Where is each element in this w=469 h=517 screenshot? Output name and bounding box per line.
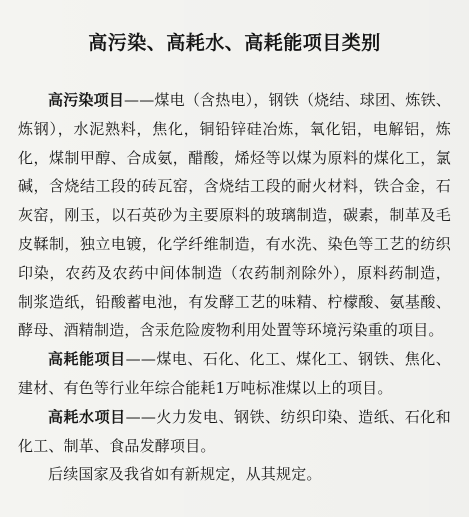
- section-term: 高耗能项目: [48, 350, 126, 369]
- section-text: ——煤电、石化、化工、煤化工、钢铁、焦化、建材、有色等行业年综合能耗1万吨标准煤以上的项目。: [18, 350, 451, 397]
- document-title: 高污染、高耗水、高耗能项目类别: [88, 32, 381, 54]
- closing-note: 后续国家及我省如有新规定，从其规定。: [48, 465, 322, 484]
- section-term: 高污染项目: [48, 91, 125, 109]
- section-high-water: [18, 403, 451, 461]
- section-text: ——火力发电、钢铁、纺织印染、造纸、石化和化工、制革、食品发酵项目。: [18, 407, 451, 455]
- section-high-pollution: [18, 86, 451, 345]
- section-text: ——煤电（含热电），钢铁（烧结、球团、炼铁、炼钢），水泥熟料，焦化，铜铅锌硅冶炼，氧化铝，电解铝，炼化，煤制甲醇、合成氨，醋酸，烯烃等以煤为原料的煤化工，氯碱，含烧结工段的砖瓦窑，含烧结工段的耐火材料，铁合金，石灰窑，刚玉，以石英砂为主要原料的玻璃制造，碳素，制革及毛皮鞣制，独立电镀，化学纤维制造，有水洗、染色等工艺的纺织印染，农药及农药中间体制造（农药制剂除外），原料药制造，制浆造纸，铅酸蓄电池，有发酵工艺的味精、柠檬酸、氨基酸、酵母、酒精制造，含汞危险废物利用处置等环境污染重的项目。: [18, 91, 451, 340]
- section-term: 高耗水项目: [48, 407, 126, 426]
- section-high-energy: [18, 345, 451, 403]
